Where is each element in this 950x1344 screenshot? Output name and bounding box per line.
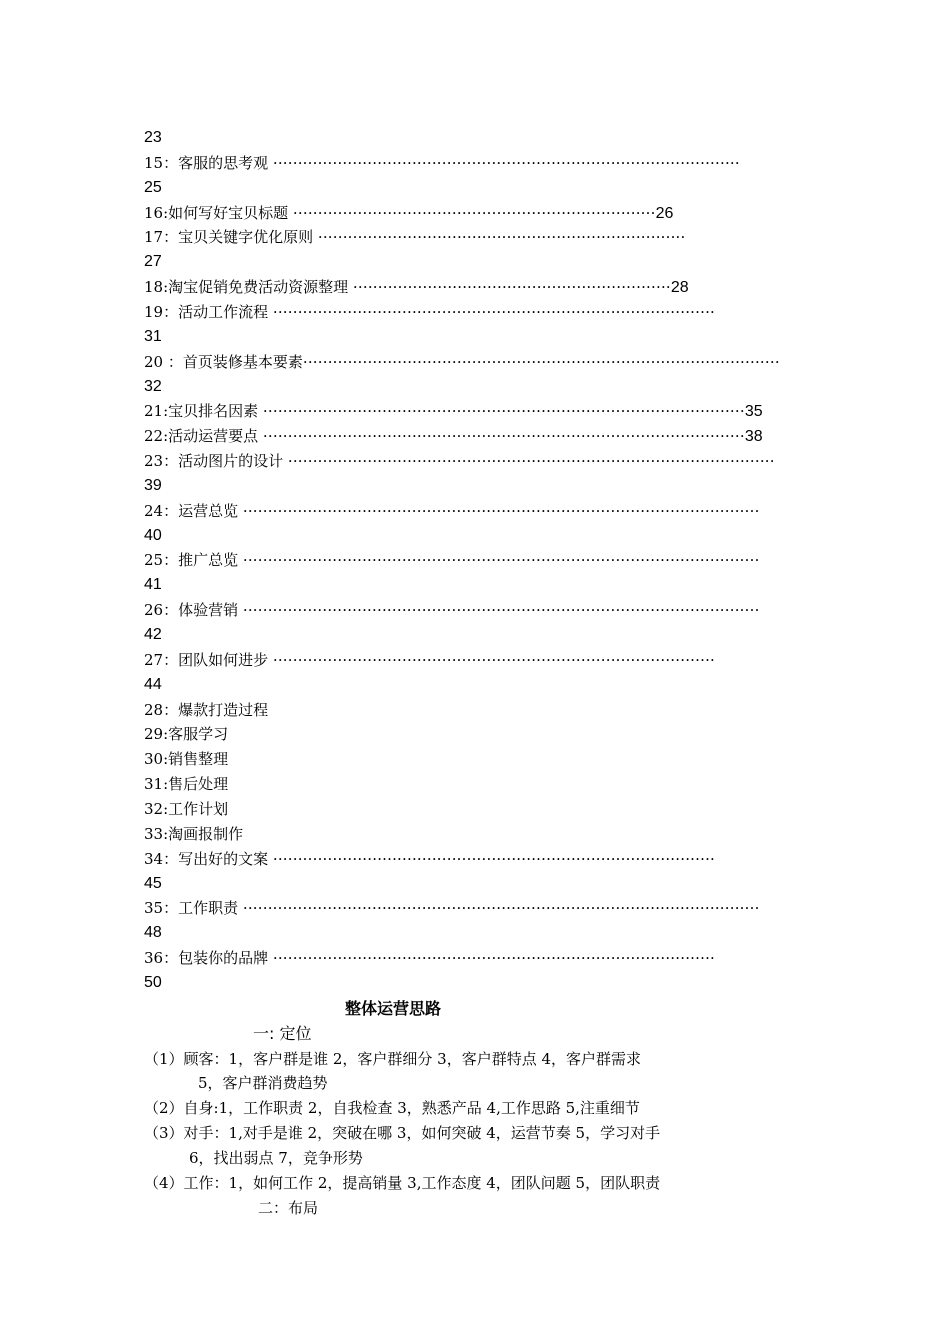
paragraph-work: （4）工作：1，如何工作 2，提高销量 3,工作态度 4，团队问题 5，团队职责 <box>144 1174 661 1192</box>
toc-leader-dots: ································································································· <box>262 427 745 446</box>
toc-leader-dots: ························································································· <box>272 849 716 868</box>
toc-entry-title: 16:如何写好宝贝标题 <box>144 203 293 222</box>
toc-entry: 32:工作计划 <box>144 799 229 818</box>
toc-entry-title: 24：运营总览 <box>144 501 243 520</box>
toc-entry <box>144 203 673 223</box>
toc-page-number: 27 <box>144 253 162 271</box>
toc-entry <box>144 650 715 670</box>
subheading-positioning: 一: 定位 <box>253 1024 312 1043</box>
toc-page-number: 44 <box>144 675 162 693</box>
toc-entry: 30:销售整理 <box>144 750 229 769</box>
toc-entry <box>144 401 763 421</box>
toc-page-number: 32 <box>144 377 162 395</box>
toc-entry <box>144 451 775 471</box>
toc-leader-dots: ·········································································· <box>317 228 686 247</box>
toc-entry <box>144 849 715 869</box>
toc-page-number: 28 <box>670 279 689 297</box>
toc-entry-title: 36：包装你的品牌 <box>144 949 273 968</box>
toc-entry: 33:淘画报制作 <box>144 824 244 843</box>
toc-page-number: 25 <box>144 178 162 196</box>
toc-leader-dots: ········································································································ <box>242 551 760 570</box>
toc-page-number: 39 <box>144 476 162 494</box>
toc-entry-title: 21:宝贝排名因素 <box>144 402 263 421</box>
toc-entry-title: 18:淘宝促销免费活动资源整理 <box>144 278 353 297</box>
toc-entry-title: 25：推广总览 <box>144 551 243 570</box>
paragraph-self: （2）自身:1，工作职责 2，自我检查 3，熟悉产品 4,工作思路 5,注重细节 <box>144 1099 640 1117</box>
toc-entry: 31:售后处理 <box>144 775 229 794</box>
toc-page-number: 42 <box>144 626 162 643</box>
toc-leader-dots: ························································································· <box>272 650 716 669</box>
toc-entry-title: 20 ：首页装修基本要素 <box>144 352 303 371</box>
toc-page-number: 38 <box>744 428 763 446</box>
paragraph-competitors-cont: 6，找出弱点 7，竞争形势 <box>189 1149 363 1167</box>
toc-page-number: 50 <box>144 973 162 991</box>
paragraph-competitors: （3）对手：1,对手是谁 2，突破在哪 3，如何突破 4，运营节奏 5，学习对手 <box>144 1124 661 1142</box>
toc-entry-title: 17：宝贝关键字优化原则 <box>144 228 318 247</box>
toc-leader-dots: ························································································· <box>272 302 716 321</box>
toc-page-number: 45 <box>144 874 162 892</box>
toc-leader-dots: ································································································· <box>262 402 745 421</box>
paragraph-customers: （1）顾客：1，客户群是谁 2，客户群细分 3，客户群特点 4，客户群需求 <box>144 1050 642 1068</box>
toc-entry: 29:客服学习 <box>144 725 229 744</box>
toc-entry-title: 23：活动图片的设计 <box>144 452 288 471</box>
toc-leader-dots: ········································································································ <box>242 501 760 520</box>
toc-entry <box>144 550 760 570</box>
toc-leader-dots: ········································································································ <box>242 601 760 620</box>
paragraph-customers-cont: 5，客户群消费趋势 <box>198 1074 328 1092</box>
section-title: 整体运营思路 <box>345 999 442 1018</box>
toc-entry-title: 22:活动运营要点 <box>144 427 263 446</box>
toc-entry-title: 27：团队如何进步 <box>144 650 273 669</box>
toc-leader-dots: ········································································································ <box>242 899 760 918</box>
toc-entry-title: 26：体验营销 <box>144 601 243 620</box>
toc-entry-title: 35：工作职责 <box>144 899 243 918</box>
toc-page-number: 26 <box>655 204 674 222</box>
toc-page-number: 31 <box>144 327 162 345</box>
toc-entry <box>144 600 760 620</box>
toc-entry: 28：爆款打造过程 <box>144 700 269 719</box>
toc-entry <box>144 352 780 372</box>
toc-entry <box>144 426 763 446</box>
toc-entry <box>144 948 715 968</box>
toc-page-number: 40 <box>144 526 162 544</box>
toc-leader-dots: ······························································································ <box>272 153 740 172</box>
toc-entry <box>144 501 760 521</box>
subheading-layout: 二：布局 <box>258 1199 319 1217</box>
toc-leader-dots: ································································································ <box>302 352 780 371</box>
toc-page-number: 48 <box>144 924 162 942</box>
toc-entry-title: 15：客服的思考观 <box>144 153 273 172</box>
toc-entry <box>144 302 715 322</box>
toc-entry <box>144 898 760 918</box>
toc-page-number: 41 <box>144 576 162 594</box>
toc-leader-dots: ········································································· <box>292 203 656 222</box>
toc-entry <box>144 227 686 247</box>
toc-page-number: 23 <box>144 129 162 146</box>
toc-entry <box>144 277 689 297</box>
toc-entry <box>144 153 740 173</box>
toc-leader-dots: ·································································································· <box>287 452 775 471</box>
toc-leader-dots: ························································································· <box>272 949 716 968</box>
toc-page-number: 35 <box>744 403 763 421</box>
toc-leader-dots: ································································ <box>352 278 671 297</box>
toc-entry-title: 34：写出好的文案 <box>144 849 273 868</box>
toc-entry-title: 19：活动工作流程 <box>144 302 273 321</box>
